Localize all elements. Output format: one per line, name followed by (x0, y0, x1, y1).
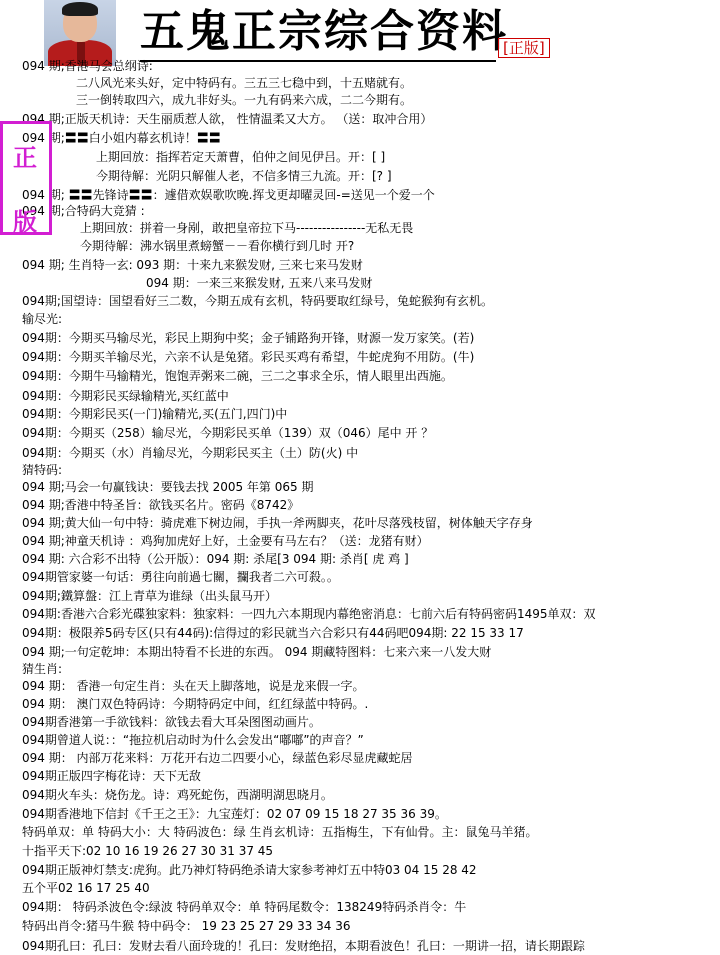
text-line: 094 期; 〓〓先锋诗〓〓：遽借欢娱歌吹晚.挥戈更却曜灵回-=送见一个爱一个 (22, 188, 435, 202)
text-line: 094期;国望诗：国望看好三二数，今期五成有玄机，特码要取红绿号，兔蛇猴狗有玄机。 (22, 294, 493, 308)
text-line: 二八风光来头好，定中特码有。三五三七稳中到，十五赌就有。 (76, 76, 413, 90)
author-portrait (44, 0, 116, 66)
text-line: 今期待解：光阴只解催人老，不信多情三九流。开：[? ] (96, 169, 392, 183)
text-line: 094期管家婆一句话：勇往向前過七關，攔我者二六可殺。。 (22, 570, 339, 584)
text-line: 094 期;一句定乾坤：本期出特看不长进的东西。 094 期藏特图料：七来六来一八发大财 (22, 645, 492, 659)
text-line: 094期:香港六合彩光碟独家料：独家料：一四九六本期现内幕绝密消息：七前六后有特码密码1495单双：双 (22, 607, 596, 621)
text-line: 输尽光: (22, 312, 63, 326)
text-line: 094期：今期牛马输精光，饱饱弄粥来二碗，三二之事求全乐，情人眼里出西施。 (22, 369, 453, 383)
text-line: 上期回放：指挥若定天萧曹，伯仲之间见伊吕。开：[ ] (96, 150, 386, 164)
text-line: 094期：今期买羊输尽光，六亲不认是兔猪。彩民买鸡有希望，牛蛇虎狗不用防。(牛) (22, 350, 475, 364)
text-line: 094 期：一来三来猴发财, 五来八来马发财 (146, 276, 373, 290)
text-line: 094期： 特码杀波色令:绿波 特码单双令：单 特码尾数令：138249特码杀肖令：牛 (22, 900, 467, 914)
page-title: 五鬼正宗综合资料 (140, 6, 508, 57)
edition-badge: [正版] (498, 38, 550, 58)
text-line: 094 期： 澳门双色特码诗：今期特码定中间，红红绿蓝中特码。. (22, 697, 369, 711)
text-line: 094 期;〓〓白小姐内幕玄机诗！〓〓 (22, 131, 221, 145)
text-line: 特码出肖令:猪马牛猴 特中码令： 19 23 25 27 29 33 34 36 (22, 919, 351, 933)
text-line: 094期：今期买（水）肖输尽光，今期彩民买主（土）防(火) 中 (22, 446, 359, 460)
text-line: 094 期： 香港一句定生肖：头在天上脚落地，说是龙来假一字。 (22, 679, 365, 693)
text-line: 094期：今期买（258）输尽光，今期彩民买单（139）双（046）尾中 开 ？ (22, 426, 434, 440)
text-line: 094期：今期彩民买绿输精光,买红蓝中 (22, 389, 229, 403)
text-line: 094 期: 六合彩不出特（公开版）：094 期: 杀尾[3 094 期: 杀肖[ 虎 鸡 ] (22, 552, 409, 566)
stamp-char-top: 正 (13, 143, 37, 172)
authenticity-stamp (0, 121, 52, 235)
text-line: 今期待解：沸水锅里煮螃蟹－－看你横行到几时 开? (80, 239, 355, 253)
text-line: 094期火车头：烧伤龙。诗：鸡死蛇伤，西湖明湖思晓月。 (22, 788, 333, 802)
text-line: 猜特码: (22, 463, 63, 477)
text-line: 094 期;黄大仙一句中特：骑虎难下树边闹，手执一斧两脚夹，花叶尽落残枝留，树体触天字存身 (22, 516, 533, 530)
text-line: 094 期;合特码大竞猜 : (22, 204, 145, 218)
text-line: 猜生肖: (22, 662, 63, 676)
text-line: 094 期： 内部万花来料：万花开右边二四要小心，绿蓝色彩尽显虎藏蛇居 (22, 751, 413, 765)
text-line: 094期香港第一手欲钱料：欲钱去看大耳朵图图动画片。 (22, 715, 321, 729)
text-line: 五个平02 16 17 25 40 (22, 881, 150, 895)
text-line: 094 期;正版天机诗：天生丽质惹人欲， 性情温柔又大方。 （送：取冲合用） (22, 112, 433, 126)
stamp-char-bottom: 版 (13, 207, 37, 236)
text-line: 三一倒转取四六，成九非好头。一九有码来六成，二二今期有。 (76, 93, 413, 107)
text-line: 094 期; 生肖特一玄: 093 期：十来九来猴发财, 三来七来马发财 (22, 258, 363, 272)
text-line: 特码单双：单 特码大小：大 特码波色：绿 生肖玄机诗：五指梅生，下有仙骨。主：鼠兔马羊猪。 (22, 825, 538, 839)
text-line: 094 期;神童天机诗 ：鸡狗加虎好上好，土金要有马左右？（送：龙猪有财） (22, 534, 429, 548)
text-line: 上期回放：拼着一身剐，敢把皇帝拉下马----------------无私无畏 (80, 221, 414, 235)
text-line: 094 期;香港马会总纲诗: (22, 59, 153, 73)
text-line: 094期;鐵算盤：江上青草为谁绿（出头鼠马开） (22, 589, 277, 603)
text-line: 094期：今期买马输尽光，彩民上期狗中奖；金子铺路狗开锋，财源一发万家笑。(若) (22, 331, 475, 345)
text-line: 094期正版神灯禁支:虎狗。此乃神灯特码绝杀请大家参考神灯五中特03 04 15 28 42 (22, 863, 477, 877)
text-line: 十指平天下:02 10 16 19 26 27 30 31 37 45 (22, 844, 274, 858)
text-line: 094期：今期彩民买(一门)输精光,买(五门,四门)中 (22, 407, 288, 421)
text-line: 094期香港地下信封《千王之王》：九宝莲灯：02 07 09 15 18 27 35 36 39。 (22, 807, 447, 821)
portrait-hair (62, 2, 98, 16)
title-underline (140, 60, 496, 62)
text-line: 094期曾道人说：：“拖拉机启动时为什么会发出“嘟嘟”的声音？” (22, 733, 364, 747)
text-line: 094期正版四字梅花诗：天下无敌 (22, 769, 201, 783)
text-line: 094 期;香港中特圣旨：欲钱买名片。密码《8742》 (22, 498, 300, 512)
text-line: 094期：极限养5码专区(只有44码):信得过的彩民就当六合彩只有44码吧094期: 22 15 33 17 (22, 626, 524, 640)
text-line: 094 期;马会一句赢钱诀：要钱去找 2005 年第 065 期 (22, 480, 314, 494)
text-line: 094期孔曰：孔曰：发财去看八面玲珑的！孔曰：发财绝招，本期看波色！孔曰：一期讲一招，请长期跟踪 (22, 939, 585, 953)
